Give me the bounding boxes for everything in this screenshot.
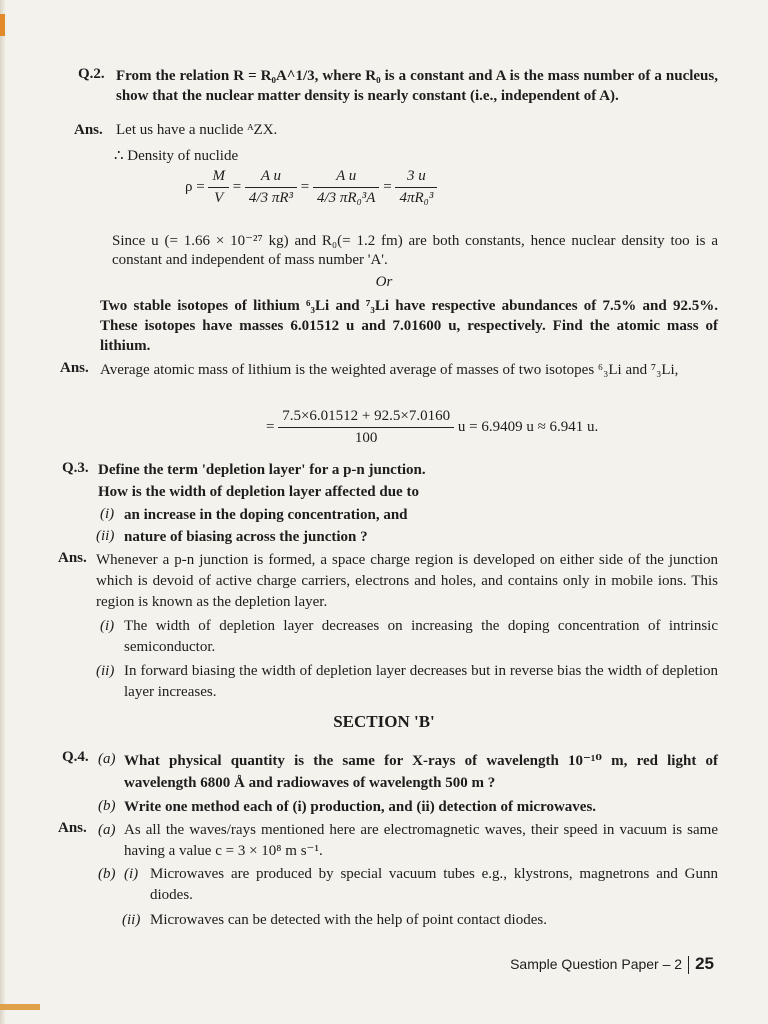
q3-ans-ii-label: (ii) bbox=[96, 663, 115, 679]
page-footer bbox=[510, 954, 714, 974]
q2-or: Or bbox=[375, 274, 393, 290]
q3-ans-i-label: (i) bbox=[100, 618, 115, 634]
q3-ans-text: Whenever a p-n junction is formed, a space charge region is developed on either side of the junction which is devoid of active charge carriers, electrons and holes, and contains only in mobile ions. This region is known as the depletion layer. bbox=[96, 552, 718, 610]
footer-divider bbox=[688, 956, 689, 974]
q3-ii-text: nature of biasing across the junction ? bbox=[124, 529, 368, 545]
q4-ans-b-i-label: (i) bbox=[124, 866, 139, 882]
f4-den: 4πR₀³ bbox=[399, 190, 434, 206]
q2-label: Q.2. bbox=[78, 66, 105, 82]
q4-ans-a-label: (a) bbox=[98, 822, 116, 838]
page-number: 25 bbox=[695, 954, 714, 973]
q2-or-question: Two stable isotopes of lithium ⁶₃Li and ⁷₃Li have respective abundances of 7.5% and 92.5%. These isotopes have masses 6.01512 u and 7.01600 u, respectively. Find the atomic mass of lithium. bbox=[100, 298, 718, 354]
q4-ans-label: Ans. bbox=[58, 820, 87, 836]
q4-ans-a: As all the waves/rays mentioned here are electromagnetic waves, their speed in vacuum is same having a value c = 3 × 10⁸ m s⁻¹. bbox=[124, 822, 718, 859]
q2-or-ans-label: Ans. bbox=[60, 360, 89, 376]
q4-a-text: What physical quantity is the same for X-rays of wavelength 10⁻¹⁰ m, red light of wavelength 6800 Å and radiowaves of wavelength 500 m ? bbox=[124, 753, 718, 791]
q3-label: Q.3. bbox=[62, 460, 89, 476]
f1-num: M bbox=[208, 166, 229, 188]
q4-b-label: (b) bbox=[98, 798, 116, 814]
mass-calculation: = $\frac{7.5\times 6.01512 + 92.5\times 7.0160}{100}$ u = 6.9409 u ≈ 6.941 u. bbox=[266, 406, 598, 449]
f3-den: 4/3 πR₀³A bbox=[316, 190, 376, 206]
q4-a-label: (a) bbox=[98, 751, 116, 767]
edge-mark-bottom bbox=[0, 1004, 40, 1010]
q3-i-text: an increase in the doping concentration, and bbox=[124, 507, 408, 523]
q3-ans-label: Ans. bbox=[58, 550, 87, 566]
formula-lhs: ρ = bbox=[185, 178, 205, 195]
q2-ans-label: Ans. bbox=[74, 122, 103, 138]
q2-therefore: ∴ Density of nuclide bbox=[114, 148, 239, 164]
q4-ans-b-i: Microwaves are produced by special vacuum tubes e.g., klystrons, magnetrons and Gunn diodes. bbox=[150, 866, 718, 903]
q4-ans-b-ii: Microwaves can be detected with the help of point contact diodes. bbox=[150, 912, 547, 928]
q2-ans-line1: Let us have a nuclide ᴬZX. bbox=[116, 122, 278, 138]
q2-or-ans: Average atomic mass of lithium is the weighted average of masses of two isotopes ⁶₃Li and ⁷₃Li, bbox=[100, 362, 679, 378]
page-edge bbox=[0, 0, 6, 1024]
density-formula: ρ = $\frac{M}{V}$ = $\frac{\text{A u}}{\text{4/3 πR³}}$ = $\frac{\text{A u}}{\text{4/3 πR₀³A}}$ = $\frac{3 u}{\text{4πR₀³}}$ bbox=[185, 166, 437, 209]
q3-ans-i: The width of depletion layer decreases on increasing the doping concentration of intrinsic semiconductor. bbox=[124, 618, 718, 655]
f1-den: V bbox=[214, 190, 224, 206]
f3-num: A u bbox=[313, 166, 379, 188]
q3-ii-label: (ii) bbox=[96, 528, 115, 544]
q3-line1: Define the term 'depletion layer' for a p-n junction. bbox=[98, 462, 426, 478]
section-title: SECTION 'B' bbox=[333, 712, 435, 731]
edge-mark bbox=[0, 14, 5, 36]
f2-num: A u bbox=[245, 166, 297, 188]
q3-line2: How is the width of depletion layer affected due to bbox=[98, 484, 419, 500]
calc-result: u = 6.9409 u ≈ 6.941 u. bbox=[457, 418, 599, 435]
q4-ans-b-label: (b) bbox=[98, 866, 116, 882]
q3-i-label: (i) bbox=[100, 506, 115, 522]
q2-question: From the relation R = R₀A^1/3, where R₀ is a constant and A is the mass number of a nucleus, show that the nuclear matter density is nearly constant (i.e., independent of A). bbox=[116, 68, 718, 104]
calc-den: 100 bbox=[354, 430, 378, 446]
q4-b-text: Write one method each of (i) production, and (ii) detection of microwaves. bbox=[124, 799, 597, 815]
calc-num: 7.5×6.01512 + 92.5×7.0160 bbox=[278, 406, 454, 428]
q4-label: Q.4. bbox=[62, 749, 89, 765]
footer-text: Sample Question Paper – 2 bbox=[510, 956, 683, 972]
q3-ans-ii: In forward biasing the width of depletion layer decreases but in reverse bias the width of depletion layer increases. bbox=[124, 663, 718, 700]
q4-ans-b-ii-label: (ii) bbox=[122, 912, 141, 928]
q2-since: Since u (= 1.66 × 10⁻²⁷ kg) and R₀(= 1.2 fm) are both constants, hence nuclear density too is a constant and independent of mass number 'A'. bbox=[112, 233, 718, 268]
f2-den: 4/3 πR³ bbox=[248, 190, 294, 206]
f4-num: 3 u bbox=[395, 166, 437, 188]
